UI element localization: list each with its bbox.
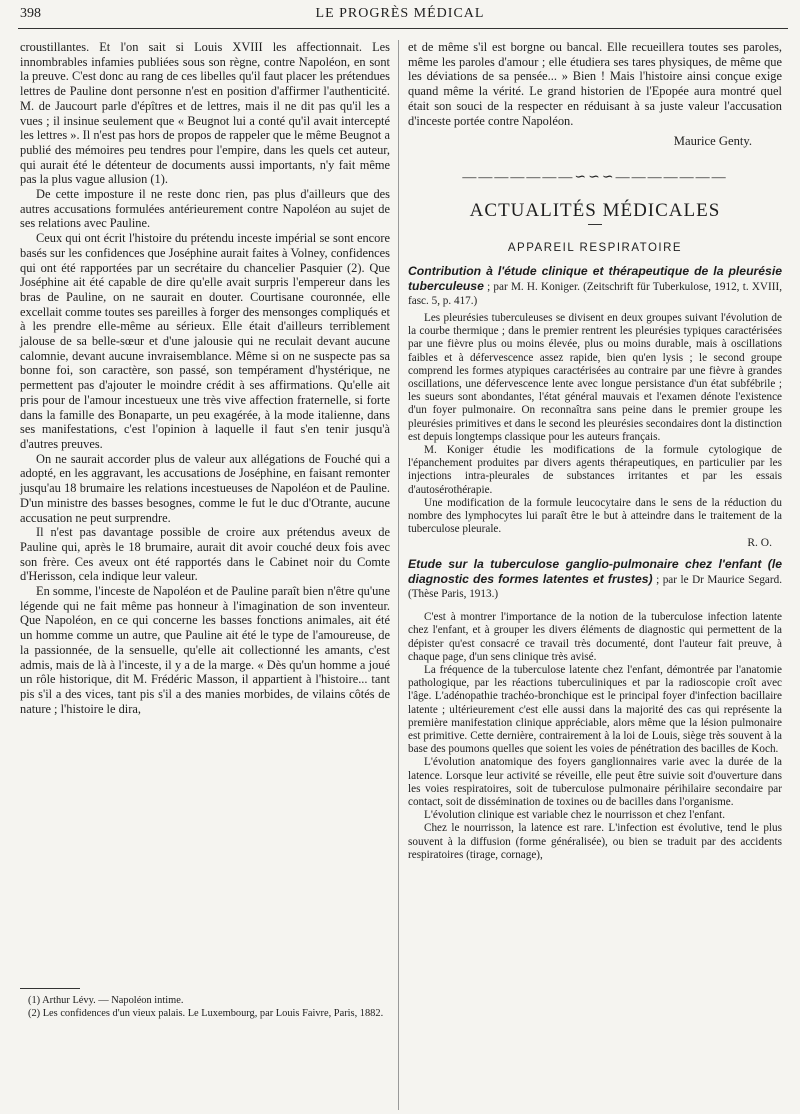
article-paragraph: Une modification de la formule leucocytaire dans le sens de la réduction du nombre des lymphocytes lui paraît être le but à atteindre dans le traitement de la tuberculose pleurale. bbox=[408, 496, 782, 536]
subsection-title: APPAREIL RESPIRATOIRE bbox=[507, 242, 683, 255]
article-initials: R. O. bbox=[747, 537, 772, 550]
page-number: 398 bbox=[20, 6, 41, 21]
article-paragraph: C'est à montrer l'importance de la notion de la tuberculose infection latente chez l'enfant, et à grouper les divers éléments de diagnostic qui permettent de la dépister qu'est consacré ce travail très documenté, dont l'auteur fait preuve, à chaque page, d'un sens clinique très avisé. bbox=[408, 611, 782, 663]
article-byline: ; par M. H. Koniger. (Zeitschrift für Tuberkulose, 1912, t. XVIII, fasc. 5, p. 417.) bbox=[408, 281, 782, 308]
article-title: Contribution à l'étude clinique et thérapeutique de la pleurésie tuberculeuse bbox=[408, 264, 782, 294]
article-title: Etude sur la tuberculose ganglio-pulmonaire chez l'enfant (le diagnostic des formes latentes et frustes) bbox=[408, 557, 782, 587]
right-column bbox=[408, 40, 782, 862]
footnote-rule bbox=[20, 988, 80, 989]
article-heading bbox=[408, 557, 782, 601]
article-paragraph: Les pleurésies tuberculeuses se divisent en deux groupes suivant l'évolution de la courbe thermique ; dans le premier rentrent les pleurésies typiques caractérisées par une fièvre plus ou moins élevée, plus ou moins durable, mais à oscillations faibles et à défervescence assez rapide, bien qu'en lysis ; le second groupe comprend les formes atypiques caractérisées au contraire par une fièvre à grandes oscillations, une défervescence lente avec longue persistance d'un état subfébrile ; les sueurs sont abondantes, l'état général mauvais et l'examen dénote l'existence d'un foyer pulmonaire. On reconnaîtra sans peine dans le premier groupe les pleurésies primitives et dans le second les pleurésies secondaires dont la distinction est depuis longtemps classique pour les auteurs français. bbox=[408, 312, 782, 443]
article-heading bbox=[408, 264, 782, 308]
left-paragraph: On ne saurait accorder plus de valeur aux allégations de Fouché qui a adopté, en les aggravant, les accusations de Joséphine, en faisant remonter jusqu'au 18 brumaire les relations incestueuses de Napoléon et de Pauline. D'un ministre des basses besognes, comme le fut le duc d'Otrante, aucune accusation ne peut surprendre. bbox=[20, 451, 390, 525]
left-paragraph: croustillantes. Et l'on sait si Louis XVIII les affectionnait. Les innombrables infamies publiées sous son règne, contre Napoléon, en sont la preuve. C'est donc au rang de ces libelles qu'il faut placer les prétendues lettres de Pauline dont personne n'est en position d'affirmer l'authenticité. M. de Jaucourt parle d'épîtres et de lettres, mais il ne dit pas qu'il les a vues ; il insinue seulement que « Beugnot lui a conté qu'il avait intercepté les lettres ». Il n'est pas hors de propos de rappeler que le même Beugnot a publié des mémoires peu tendres pour l'empire, dans les quels cet auteur, qui aurait été le détenteur de documents aussi importants, n'y fait même pas la plus vague allusion (1). bbox=[20, 40, 390, 187]
article-paragraph: L'évolution clinique est variable chez le nourrisson et chez l'enfant. bbox=[424, 809, 726, 822]
article-paragraph: L'évolution anatomique des foyers ganglionnaires varie avec la durée de la latence. Lorsque leur activité se réveille, elle peut être suivie soit d'ouverture dans les voies respiratoires, soit de tuberculose pulmonaire périhilaire secondaire par contact, soit de dissémination de toxines ou de bacilles dans l'organisme. bbox=[408, 756, 782, 809]
continuation-paragraph: et de même s'il est borgne ou bancal. Elle recueillera toutes ses paroles, même les paroles d'amour ; elle étudiera ses tares physiques, de même que les déviations de sa pensée... » Bien ! Mais l'histoire ainsi conçue exige quand même la vérité. Le grand historien de l'Epopée aura montré quel était son souci de la respecter en réduisant à sa juste valeur l'accusation d'inceste portée contre Napoléon. bbox=[408, 40, 782, 128]
header-rule bbox=[18, 28, 788, 29]
article-paragraph: M. Koniger étudie les modifications de la formule cytologique de l'épanchement produites par divers agents thérapeutiques, en particulier par les injections intra-pleurales de substances irritantes et par les essais d'autosérothérapie. bbox=[408, 444, 782, 496]
left-paragraph: Ceux qui ont écrit l'histoire du prétendu inceste impérial se sont encore basés sur les confidences que Joséphine aurait faites à Volney, confidences qui ont été rapportées par un secrétaire du chancelier Pasquier (2). Que Joséphine ait été capable de dire qu'elle avait surpris l'empereur dans les bras de Pauline, on ne saurait en douter. Courtisane couronnée, elle excellait comme toutes ses pareilles à forger des mensonges compliqués et à les prendre elle-même au sérieux. Elle était d'ailleurs terriblement jalouse de sa belle-sœur et d'une jalousie qui ne reculait devant aucune calomnie, devant aucune invraisemblance. Même si on ne suspecte pas sa bonne foi, son caractère, son passé, son tempérament d'hystérique, ne permettent pas d'ajouter le moindre crédit à ses affirmations. Qu'elle ait pris pour de l'amour incestueux une très vive affection fraternelle, si forte dans la famille des Bonaparte, un peu exagérée, à la mode italienne, dans ses manifestations, c'est l'opinion à laquelle il faut s'en tenir jusqu'à d'autres preuves. bbox=[20, 231, 390, 451]
left-paragraph: Il n'est pas davantage possible de croire aux prétendus aveux de Pauline qui, après le 18 brumaire, aurait dit avoir couché deux fois avec son frère. Ces aveux ont été rapportés dans le Cabinet noir du Comte d'Herisson, cela indique leur valeur. bbox=[20, 525, 390, 584]
running-title: LE PROGRÈS MÉDICAL bbox=[315, 6, 485, 21]
article-byline: ; par le Dr Maurice Segard. (Thèse Paris, 1913.) bbox=[408, 574, 782, 601]
article-paragraph: Chez le nourrisson, la latence est rare. L'infection est évolutive, tend le plus souvent à la diffusion (forme généralisée), ou bien se traduit par des accidents respiratoires (tirage, cornage), bbox=[408, 822, 782, 861]
left-paragraph: De cette imposture il ne reste donc rien, pas plus d'ailleurs que des autres accusations formulées antérieurement contre Napoléon au sujet de ses relations avec Pauline. bbox=[20, 187, 390, 231]
footnote: (1) Arthur Lévy. — Napoléon intime. bbox=[28, 995, 184, 1006]
left-paragraph: En somme, l'inceste de Napoléon et de Pauline paraît bien n'être qu'une légende qui ne fait même pas honneur à l'imagination de son inventeur. Que Napoléon, en ce qui concerne les basses fonctions animales, ait été un homme comme un autre, que Pauline ait été le type de l'amoureuse, de la passionnée, de la sensuelle, qu'elle ait collectionné les amants, c'est admis, mais de là à l'inceste, il y a de la marge. « Dès qu'un homme a joué un rôle historique, dit M. Frédéric Masson, il appartient à l'histoire... tant pis s'il a des vices, tant pis s'il a des manies morbides, de vilains côtés de nature ; l'histoire le dira, bbox=[20, 584, 390, 716]
author-signature: Maurice Genty. bbox=[673, 134, 752, 149]
section-rule bbox=[588, 224, 602, 225]
section-title: ACTUALITÉS MÉDICALES bbox=[469, 199, 721, 221]
article-paragraph: La fréquence de la tuberculose latente chez l'enfant, démontrée par l'anatomie pathologique, par les réactions tuberculiniques et par la radioscopie croît avec l'âge. L'adénopathie trachéo-bronchique est le principal foyer d'infection bacillaire latente ; ultérieurement c'est elle aussi dans la majorité des cas qui représente la première manifestation clinique appréciable, alors même que la lésion pulmonaire est primitive. Cette dernière, contrairement à la loi de Louis, siège très souvent à la base des poumons quelles que soient les voies de pénétration des bacilles de Koch. bbox=[408, 664, 782, 756]
column-divider bbox=[398, 40, 399, 1110]
footnotes bbox=[20, 988, 390, 1021]
footnote: (2) Les confidences d'un vieux palais. Le Luxembourg, par Louis Faivre, Paris, 1882. bbox=[28, 1008, 384, 1019]
left-column bbox=[20, 40, 390, 716]
decorative-flourish: ———————∽∽∽——————— bbox=[462, 169, 728, 185]
